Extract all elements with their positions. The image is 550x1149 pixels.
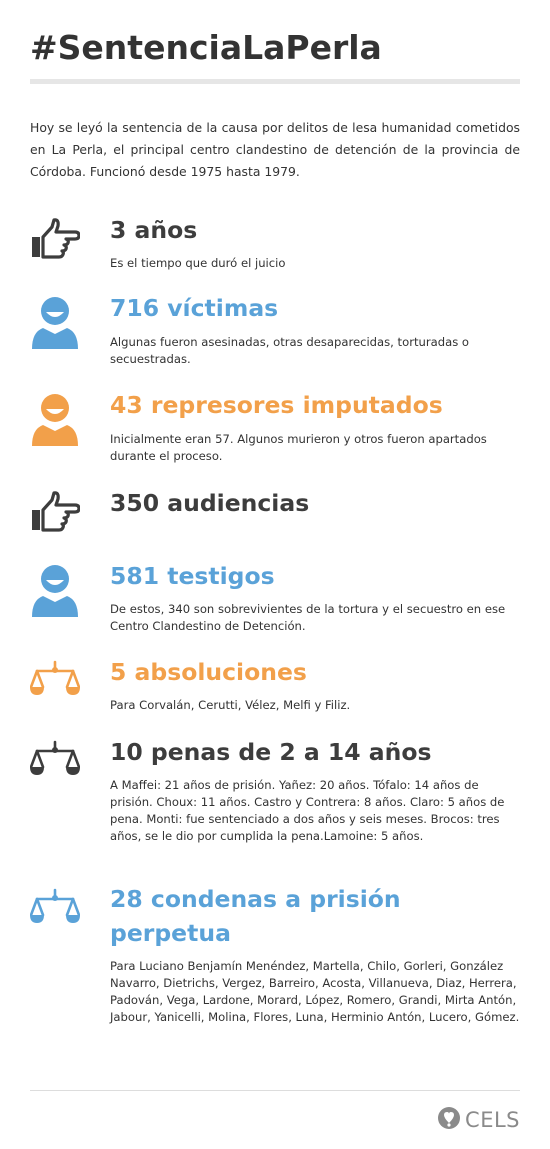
thumbs-up-icon bbox=[30, 218, 80, 258]
footer-divider bbox=[30, 1090, 520, 1091]
cels-logo bbox=[437, 1107, 520, 1133]
stat-heading: 28 condenas a prisión perpetua bbox=[110, 885, 401, 947]
stat-heading: 716 víctimas bbox=[110, 294, 279, 322]
scales-icon bbox=[30, 740, 80, 780]
stat-description: Es el tiempo que duró el juicio bbox=[110, 256, 286, 270]
person-icon bbox=[30, 565, 80, 605]
person-icon bbox=[30, 297, 80, 337]
stat-description: Para Luciano Benjamín Menéndez, Martella, Chilo, Gorleri, González Navarro, Dietrichs, Vergez, Barreiro, Acosta, Villanueva, Diaz, Herrera, Padován, Vega, Lardone, Morard, López, Romero, Grandi, Mirta Antón, Jabour, Yanicelli, Molina, Flores, Luna, Herminio Antón, Lucero, Gómez. bbox=[110, 959, 520, 1024]
page-title: #SentenciaLaPerla bbox=[30, 28, 382, 67]
infographic bbox=[30, 0, 520, 1149]
stat-heading: 5 absoluciones bbox=[110, 658, 307, 686]
title-divider bbox=[30, 79, 520, 84]
stat-heading: 3 años bbox=[110, 216, 198, 244]
stat-description: A Maffei: 21 años de prisión. Yañez: 20 años. Tófalo: 14 años de prisión. Choux: 11 años. Castro y Contrera: 8 años. Claro: 5 años de pena. Monti: fue sentenciado a dos años y seis meses. Brocos: tres años, se le dio por cumplida la pena.Lamoine: 5 años. bbox=[110, 778, 505, 843]
stat-description: Algunas fueron asesinadas, otras desaparecidas, torturadas o secuestradas. bbox=[110, 335, 470, 366]
stat-description: Para Corvalán, Cerutti, Vélez, Melfi y Filiz. bbox=[110, 698, 351, 712]
intro-paragraph: Hoy se leyó la sentencia de la causa por delitos de lesa humanidad cometidos en La Perla, el principal centro clandestino de detención de la provincia de Córdoba. Funcionó desde 1975 hasta 1979. bbox=[30, 120, 520, 179]
thumbs-up-icon bbox=[30, 491, 80, 531]
stat-description: De estos, 340 son sobrevivientes de la tortura y el secuestro en ese Centro Clandestino de Detención. bbox=[110, 602, 506, 633]
logo-text: CELS bbox=[465, 1108, 520, 1132]
stat-heading: 10 penas de 2 a 14 años bbox=[110, 738, 432, 766]
scales-icon bbox=[30, 888, 80, 928]
stat-description: Inicialmente eran 57. Algunos murieron y otros fueron apartados durante el proceso. bbox=[110, 432, 487, 463]
stat-heading: 581 testigos bbox=[110, 562, 275, 590]
person-icon bbox=[30, 394, 80, 434]
stat-heading: 43 represores imputados bbox=[110, 391, 443, 419]
scales-icon bbox=[30, 660, 80, 700]
stat-heading: 350 audiencias bbox=[110, 489, 310, 517]
cels-logo-icon bbox=[437, 1106, 461, 1134]
